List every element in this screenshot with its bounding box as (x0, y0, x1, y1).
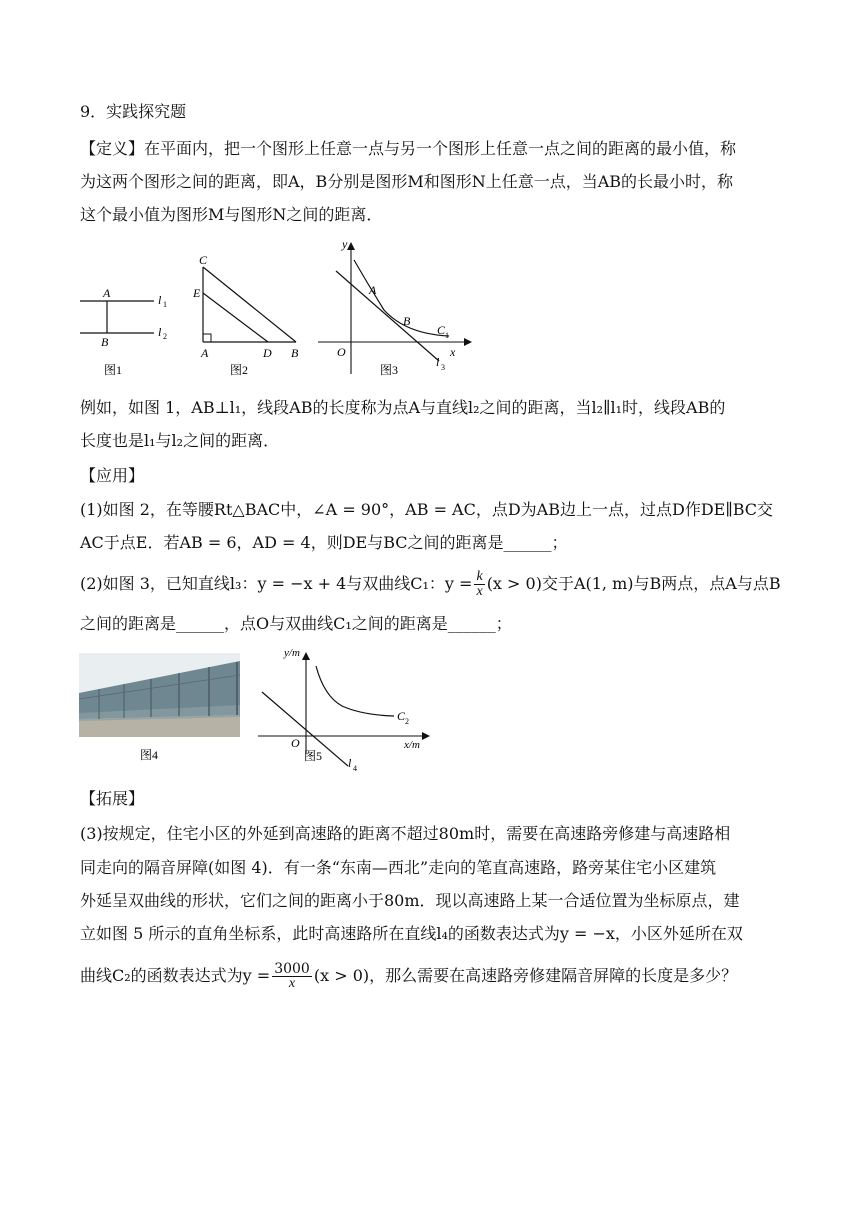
right-angle-mark (203, 334, 211, 342)
fig1-sub-1: 1 (163, 300, 167, 309)
fig1-sub-2: 2 (163, 332, 167, 341)
fig5-label-o: O (291, 736, 300, 750)
figure-1 (76, 282, 176, 382)
segment-de (203, 293, 268, 342)
q3-fraction-denominator: x (288, 976, 296, 991)
fig3-label-x: x (450, 345, 456, 359)
fig2-label-d: D (263, 346, 272, 360)
q3-fraction-numerator: 3000 (274, 961, 310, 977)
fig3-label-b: B (403, 314, 411, 328)
figure-2 (190, 250, 305, 382)
fig2-label-b: B (291, 346, 299, 360)
fig5-sub-c2: 2 (405, 717, 409, 726)
question-1-line-2: AC于点E．若AB = 6，AD = 4，则DE与BC之间的距离是______； (80, 533, 568, 552)
fig3-label-l3: l (436, 355, 440, 369)
fig3-y-arrow (347, 242, 355, 250)
side-bc (203, 267, 296, 342)
fig5-y-arrow (302, 652, 310, 660)
fig4-caption: 图4 (140, 748, 159, 762)
extend-header: 【拓展】 (80, 789, 145, 808)
definition-line-2: 为这两个图形之间的距离，即A，B分别是图形M和图形N上任意一点，当AB的长最小时，称 (80, 172, 734, 191)
question-2-line-1 (80, 567, 780, 601)
question-2-line-2: 之间的距离是______，点O与双曲线C₁之间的距离是______； (80, 614, 512, 633)
fig5-x-arrow (422, 732, 430, 740)
hyperbola-c2 (316, 666, 394, 716)
figure-5 (254, 644, 438, 774)
definition-line-1: 【定义】在平面内，把一个图形上任意一点与另一个图形上任意一点之间的距离的最小值，称 (80, 139, 737, 158)
fig5-label-x: x/m (404, 739, 420, 751)
fig5-label-l4: l (348, 756, 352, 770)
question-3-line-1: (3)按规定，住宅小区的外延到高速路的距离不超过80m时，需要在高速路旁修建与高速路相 (80, 824, 731, 843)
fig1-label-a: A (103, 286, 111, 300)
q2-fraction-numerator: k (476, 569, 483, 584)
fig1-label-l1: l (158, 293, 162, 307)
fig3-label-y: y (342, 238, 348, 251)
fig3-sub-c1: 1 (445, 331, 449, 340)
fig3-label-c1: C (437, 323, 446, 337)
question-2-text-a: (2)如图 3，已知直线l₃：y = −x + 4与双曲线C₁：y = (80, 574, 473, 593)
fig1-label-b: B (101, 335, 109, 349)
fig2-label-a: A (201, 346, 209, 360)
fig3-x-arrow (464, 338, 472, 346)
example-line-2: 长度也是l₁与l₂之间的距离． (80, 431, 280, 450)
figure-3 (314, 238, 474, 382)
question-3-line-5 (80, 959, 780, 993)
q3-fraction (272, 962, 312, 991)
example-line-1: 例如，如图 1，AB⊥l₁，线段AB的长度称为点A与直线l₂之间的距离，当l₂∥l₁时，线段AB的 (80, 398, 726, 417)
fig5-label-y: y/m (284, 647, 300, 659)
fig1-label-l2: l (158, 325, 162, 339)
question-3-text-b: (x > 0)，那么需要在高速路旁修建隔音屏障的长度是多少？ (313, 966, 738, 985)
fig2-caption: 图2 (230, 363, 249, 377)
figure-4-caption-box (140, 746, 180, 764)
figure-4-photo (79, 653, 240, 737)
fig3-sub-l3: 3 (441, 363, 445, 372)
fig3-label-a: A (369, 283, 377, 297)
fig3-label-o: O (337, 345, 346, 359)
definition-line-3: 这个最小值为图形M与图形N之间的距离． (80, 205, 383, 224)
question-3-line-2: 同走向的隔音屏障(如图 4)．有一条“东南—西北”走向的笔直高速路，路旁某住宅小区建筑 (80, 858, 717, 877)
q2-fraction-denominator: x (476, 584, 483, 599)
hyperbola-c1 (354, 260, 449, 336)
question-1-line-1: (1)如图 2，在等腰Rt△BAC中，∠A = 90°，AB = AC，点D为AB边上一点，过点D作DE∥BC交 (80, 500, 774, 519)
fig5-caption: 图5 (304, 749, 323, 763)
question-2-text-b: (x > 0)交于A(1, m)与B两点，点A与点B (486, 574, 781, 593)
question-3-line-4: 立如图 5 所示的直角坐标系，此时高速路所在直线l₄的函数表达式为y = −x，小区外延所在双 (80, 924, 743, 943)
fig2-label-e: E (193, 286, 201, 300)
fig2-label-c: C (199, 253, 208, 267)
fig5-label-c2: C (397, 709, 406, 723)
question-3-line-3: 外延呈双曲线的形状，它们之间的距离小于80m．现以高速路上某一合适位置为坐标原点，建 (80, 891, 740, 910)
fig5-sub-l4: 4 (353, 764, 357, 773)
fig3-caption: 图3 (380, 363, 399, 377)
question-3-text-a: 曲线C₂的函数表达式为y = (80, 966, 271, 985)
fig1-caption: 图1 (104, 363, 123, 377)
q2-fraction (474, 570, 484, 599)
apply-header: 【应用】 (80, 466, 145, 485)
problem-title: 9．实践探究题 (80, 102, 187, 121)
